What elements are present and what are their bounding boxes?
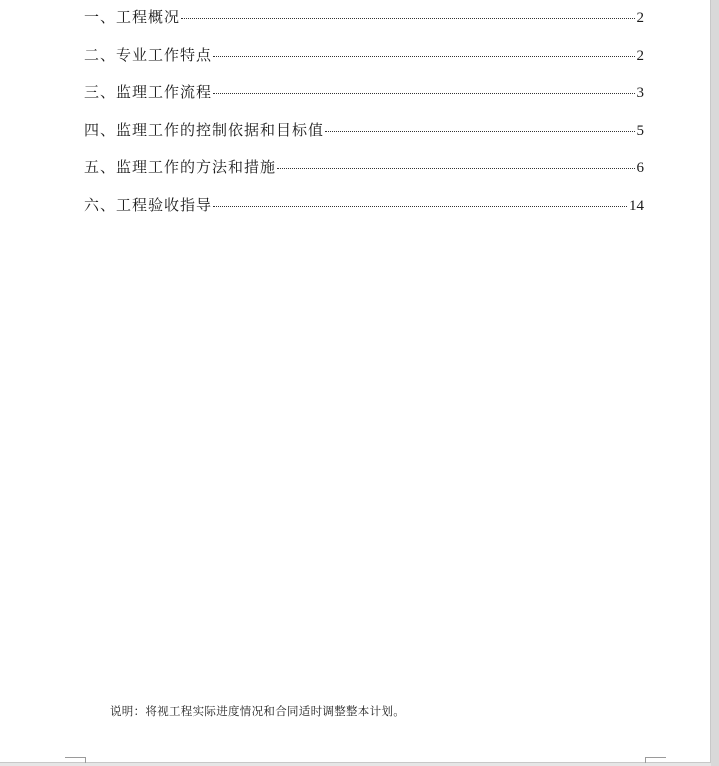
toc-dot-leader (325, 131, 634, 132)
toc-entry[interactable] (84, 81, 644, 119)
toc-entry-label: 三、监理工作流程 (84, 83, 213, 102)
toc-entry-page: 2 (636, 10, 644, 26)
toc-dot-leader (181, 18, 634, 19)
toc-dot-leader (213, 206, 627, 207)
toc-entry-label: 二、专业工作特点 (84, 45, 213, 64)
toc-entry-label: 六、工程验收指导 (84, 195, 213, 214)
scrollbar-track[interactable] (711, 0, 719, 766)
toc-dot-leader (277, 168, 634, 169)
toc-entry-label: 一、工程概况 (84, 8, 181, 26)
toc-entry[interactable] (84, 194, 644, 232)
toc-entry[interactable] (84, 6, 644, 44)
toc-entry-page: 2 (636, 47, 644, 64)
toc-entry-page: 3 (636, 85, 644, 102)
toc-dot-leader (213, 93, 634, 94)
toc-entry-label: 五、监理工作的方法和措施 (84, 158, 277, 177)
toc-entry[interactable] (84, 44, 644, 82)
page-corner-mark-left (65, 757, 86, 763)
toc-entry-page: 5 (636, 122, 644, 139)
toc-dot-leader (213, 56, 634, 57)
toc-entry-page: 6 (636, 160, 644, 177)
toc-entry-label: 四、监理工作的控制依据和目标值 (84, 120, 325, 139)
page-corner-mark-right (645, 757, 666, 763)
footer-note: 说明：将视工程实际进度情况和合同适时调整整本计划。 (110, 704, 405, 718)
toc-entry[interactable] (84, 156, 644, 194)
toc-entry-page: 14 (629, 197, 644, 214)
table-of-contents (84, 6, 644, 232)
toc-entry[interactable] (84, 119, 644, 157)
